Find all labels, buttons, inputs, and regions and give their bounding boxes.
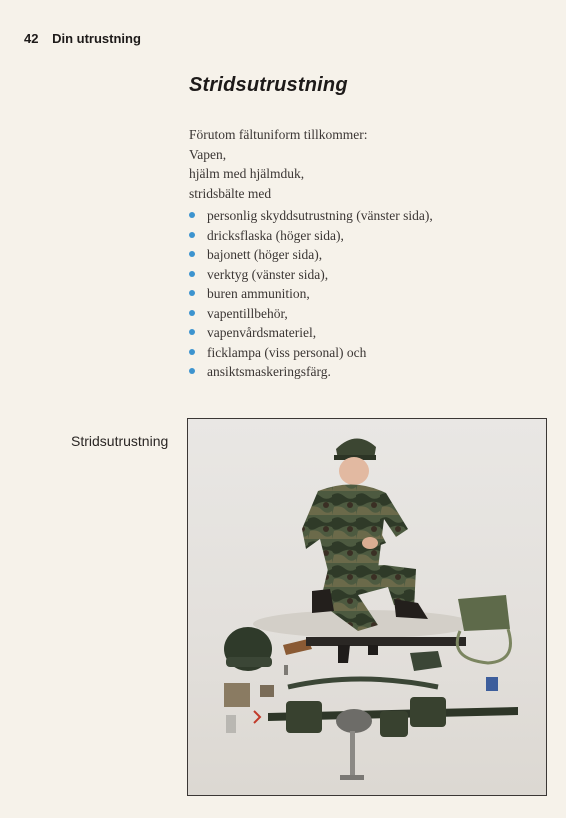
list-item-text: ansiktsmaskeringsfärg. [207, 364, 331, 379]
list-item [189, 245, 459, 265]
chapter-title: Din utrustning [52, 31, 141, 46]
list-item-text: dricksflaska (höger sida), [207, 227, 344, 243]
list-item-text: ficklampa (viss personal) och [207, 344, 367, 360]
bullet-icon [189, 212, 195, 218]
list-item [189, 304, 459, 324]
list-item [189, 323, 459, 343]
list-item [189, 362, 459, 382]
intro-line: stridsbälte med [189, 185, 272, 201]
section-title: Stridsutrustning [189, 74, 348, 96]
list-item [189, 284, 459, 304]
bullet-icon [189, 310, 195, 316]
list-item [189, 343, 459, 363]
bullet-icon [189, 232, 195, 238]
intro-line: Förutom fältuniform tillkommer: [189, 127, 368, 142]
bullet-icon [189, 271, 195, 277]
list-item-text: bajonett (höger sida), [207, 247, 323, 262]
bullet-icon [189, 290, 195, 296]
list-item [189, 206, 459, 226]
intro-text [189, 125, 489, 203]
list-item [189, 226, 459, 246]
bullet-icon [189, 251, 195, 257]
list-item-text: vapentillbehör, [207, 305, 288, 321]
intro-line: Vapen, [189, 146, 227, 162]
list-item-text: personlig skyddsutrustning (vänster sida), [207, 208, 433, 223]
list-item-text: verktyg (vänster sida), [207, 266, 329, 282]
equipment-photo [187, 418, 547, 796]
equipment-list [189, 206, 459, 382]
page-number: 42 [24, 31, 39, 46]
soldier-with-equipment-illustration [188, 419, 546, 795]
bullet-icon [189, 368, 195, 374]
bullet-icon [189, 349, 195, 355]
list-item-text: buren ammunition, [207, 286, 310, 301]
list-item-text: vapenvårdsmateriel, [207, 325, 317, 340]
intro-line: hjälm med hjälmduk, [189, 166, 305, 181]
list-item [189, 265, 459, 285]
photo-caption: Stridsutrustning [71, 433, 169, 449]
bullet-icon [189, 329, 195, 335]
running-header [24, 31, 141, 46]
